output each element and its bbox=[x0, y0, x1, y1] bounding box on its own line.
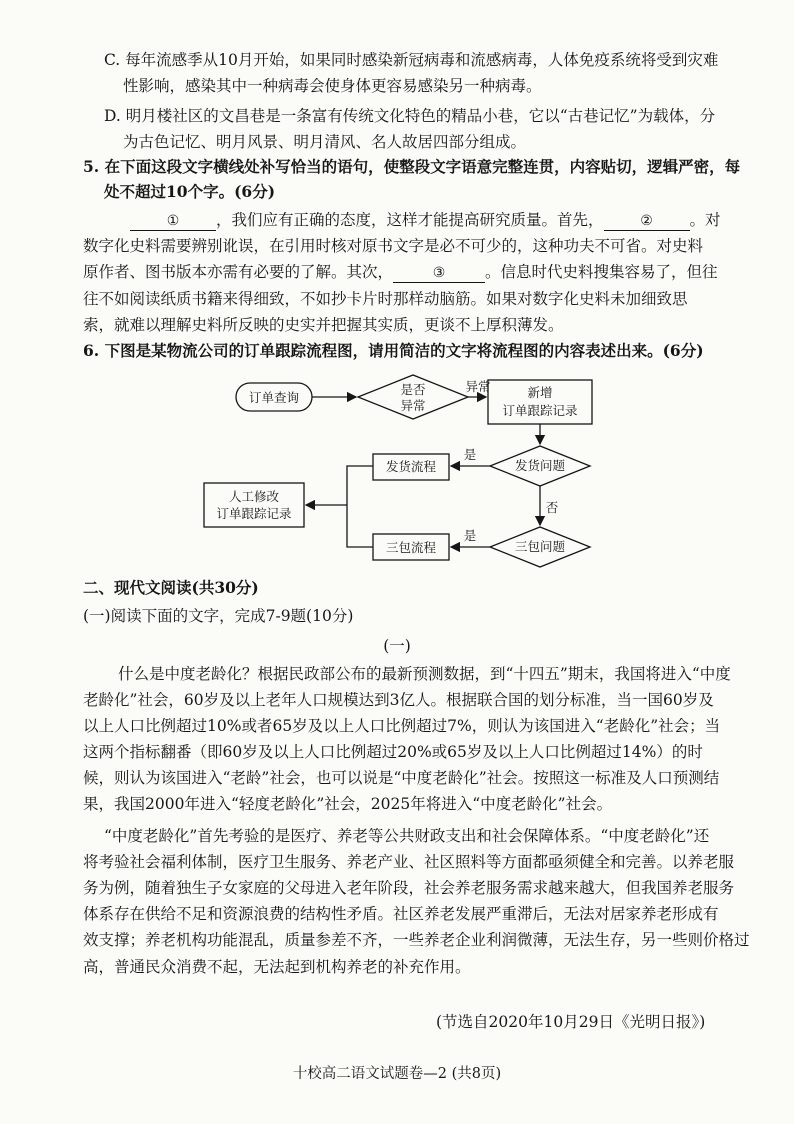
page-footer: 十校高二语文试题卷—2 (共8页) bbox=[292, 1066, 502, 1082]
warranty-problem-label: 三包问题 bbox=[514, 539, 566, 554]
bracket-processes bbox=[347, 466, 373, 547]
p1-line4: 这两个指标翻番（即60岁及以上人口比例超过20%或65岁及以上人口比例超过14%）的时 bbox=[83, 743, 703, 761]
p2-line6: 高，普通民众消费不起，无法起到机构养老的补充作用。 bbox=[83, 958, 471, 976]
order-query-label: 订单查询 bbox=[248, 390, 300, 405]
q4-option-c-line1: C. 每年流感季从10月开始，如果同时感染新冠病毒和流感病毒，人体免疫系统将受到灾难 bbox=[104, 51, 719, 69]
abnormal-label-1: 是否 bbox=[400, 382, 426, 397]
q5-text-after-1: ，我们应有正确的态度，这样才能提高研究质量。首先， bbox=[216, 211, 604, 229]
ship-yes-label: 是 bbox=[463, 447, 477, 462]
new-record-label-2: 订单跟踪记录 bbox=[502, 403, 578, 418]
q4-option-c-line2: 性影响，感染其中一种病毒会使身体更容易感染另一种病毒。 bbox=[123, 77, 542, 95]
q5-passage-line4: 往不如阅读纸质书籍来得细致，不如抄卡片时那样动脑筋。如果对数字化史料未加细致思 bbox=[83, 290, 688, 308]
p1-line6: 果，我国2000年进入“轻度老龄化”社会，2025年将进入“中度老龄化”社会。 bbox=[83, 795, 613, 813]
p2-line4: 体系存在供给不足和资源浪费的结构性矛盾。社区养老发展严重滞后，无法对居家养老形成有 bbox=[83, 905, 719, 923]
ship-process-label: 发货流程 bbox=[385, 459, 437, 474]
q5-stem-line2: 处不超过10个字。(6分) bbox=[104, 182, 276, 201]
p2-line2: 将考验社会福利体制，医疗卫生服务、养老产业、社区照料等方面都亟须健全和完善。以养老服 bbox=[83, 853, 735, 871]
q6-stem: 6. 下图是某物流公司的订单跟踪流程图，请用简洁的文字将流程图的内容表述出来。(6分) bbox=[83, 341, 704, 360]
p2-line5: 效支撑；养老机构功能混乱，质量参差不齐，一些养老企业利润微薄，无法生存，另一些则价格过 bbox=[83, 931, 750, 949]
warranty-yes-label: 是 bbox=[463, 528, 477, 543]
q5-passage-line5: 索，就难以理解史料所反映的史实并把握其实质，更谈不上厚积薄发。 bbox=[83, 316, 564, 334]
ship-problem-label: 发货问题 bbox=[514, 458, 566, 473]
ship-no-label: 否 bbox=[545, 500, 559, 515]
q5-text-before-3: 原作者、图书版本亦需有必要的了解。其次， bbox=[83, 263, 394, 281]
q4-option-d-line1: D. 明月楼社区的文昌巷是一条富有传统文化特色的精品小巷，它以“古巷记忆”为载体，分 bbox=[104, 107, 716, 125]
section2-subheading: (一)阅读下面的文字，完成7-9题(10分) bbox=[83, 607, 354, 625]
p1-line1: 什么是中度老龄化？根据民政部公布的最新预测数据，到“十四五”期末，我国将进入“中度 bbox=[118, 665, 731, 683]
passage-source: (节选自2020年10月29日《光明日报》) bbox=[436, 1013, 706, 1031]
p2-line1: “中度老龄化”首先考验的是医疗、养老等公共财政支出和社会保障体系。“中度老龄化”还 bbox=[104, 827, 710, 845]
blank-2-mark: ② bbox=[640, 213, 653, 229]
manual-edit-label-2: 订单跟踪记录 bbox=[216, 506, 292, 521]
abnormal-label-2: 异常 bbox=[400, 398, 426, 413]
q5-text-after-2: 。对 bbox=[689, 211, 721, 229]
manual-edit-label-1: 人工修改 bbox=[228, 489, 280, 504]
p1-line2: 老龄化”社会，60岁及以上老年人口规模达到3亿人。根据联合国的划分标准，当一国60岁及 bbox=[83, 691, 714, 709]
q5-stem-line1: 5. 在下面这段文字横线处补写恰当的语句，使整段文字语意完整连贯，内容贴切，逻辑严密，每 bbox=[83, 157, 741, 176]
passage-mark: (一) bbox=[383, 637, 411, 655]
abnormal-edge-label: 异常 bbox=[465, 379, 491, 394]
p1-line3: 以上人口比例超过10%或者65岁及以上人口比例超过7%，则认为该国进入“老龄化”社会；当 bbox=[83, 717, 721, 735]
new-record-label-1: 新增 bbox=[527, 385, 553, 400]
q5-text-after-3: 。信息时代史料搜集容易了，但往 bbox=[485, 263, 718, 281]
section2-heading: 二、现代文阅读(共30分) bbox=[83, 578, 259, 597]
blank-3-mark: ③ bbox=[432, 265, 446, 281]
blank-1-mark: ① bbox=[166, 213, 180, 229]
p1-line5: 候，则认为该国进入“老龄”社会，也可以说是“中度老龄化”社会。按照这一标准及人口预测结 bbox=[83, 769, 720, 787]
warranty-process-label: 三包流程 bbox=[385, 540, 437, 555]
p2-line3: 务为例，随着独生子女家庭的父母进入老年阶段，社会养老服务需求越来越大，但我国养老服务 bbox=[83, 879, 735, 897]
q4-option-d-line2: 为古色记忆、明月风景、明月清风、名人故居四部分组成。 bbox=[123, 133, 527, 151]
q5-passage-line2: 数字化史料需要辨别讹误，在引用时核对原书文字是必不可少的，这种功夫不可省。对史料 bbox=[83, 237, 704, 255]
